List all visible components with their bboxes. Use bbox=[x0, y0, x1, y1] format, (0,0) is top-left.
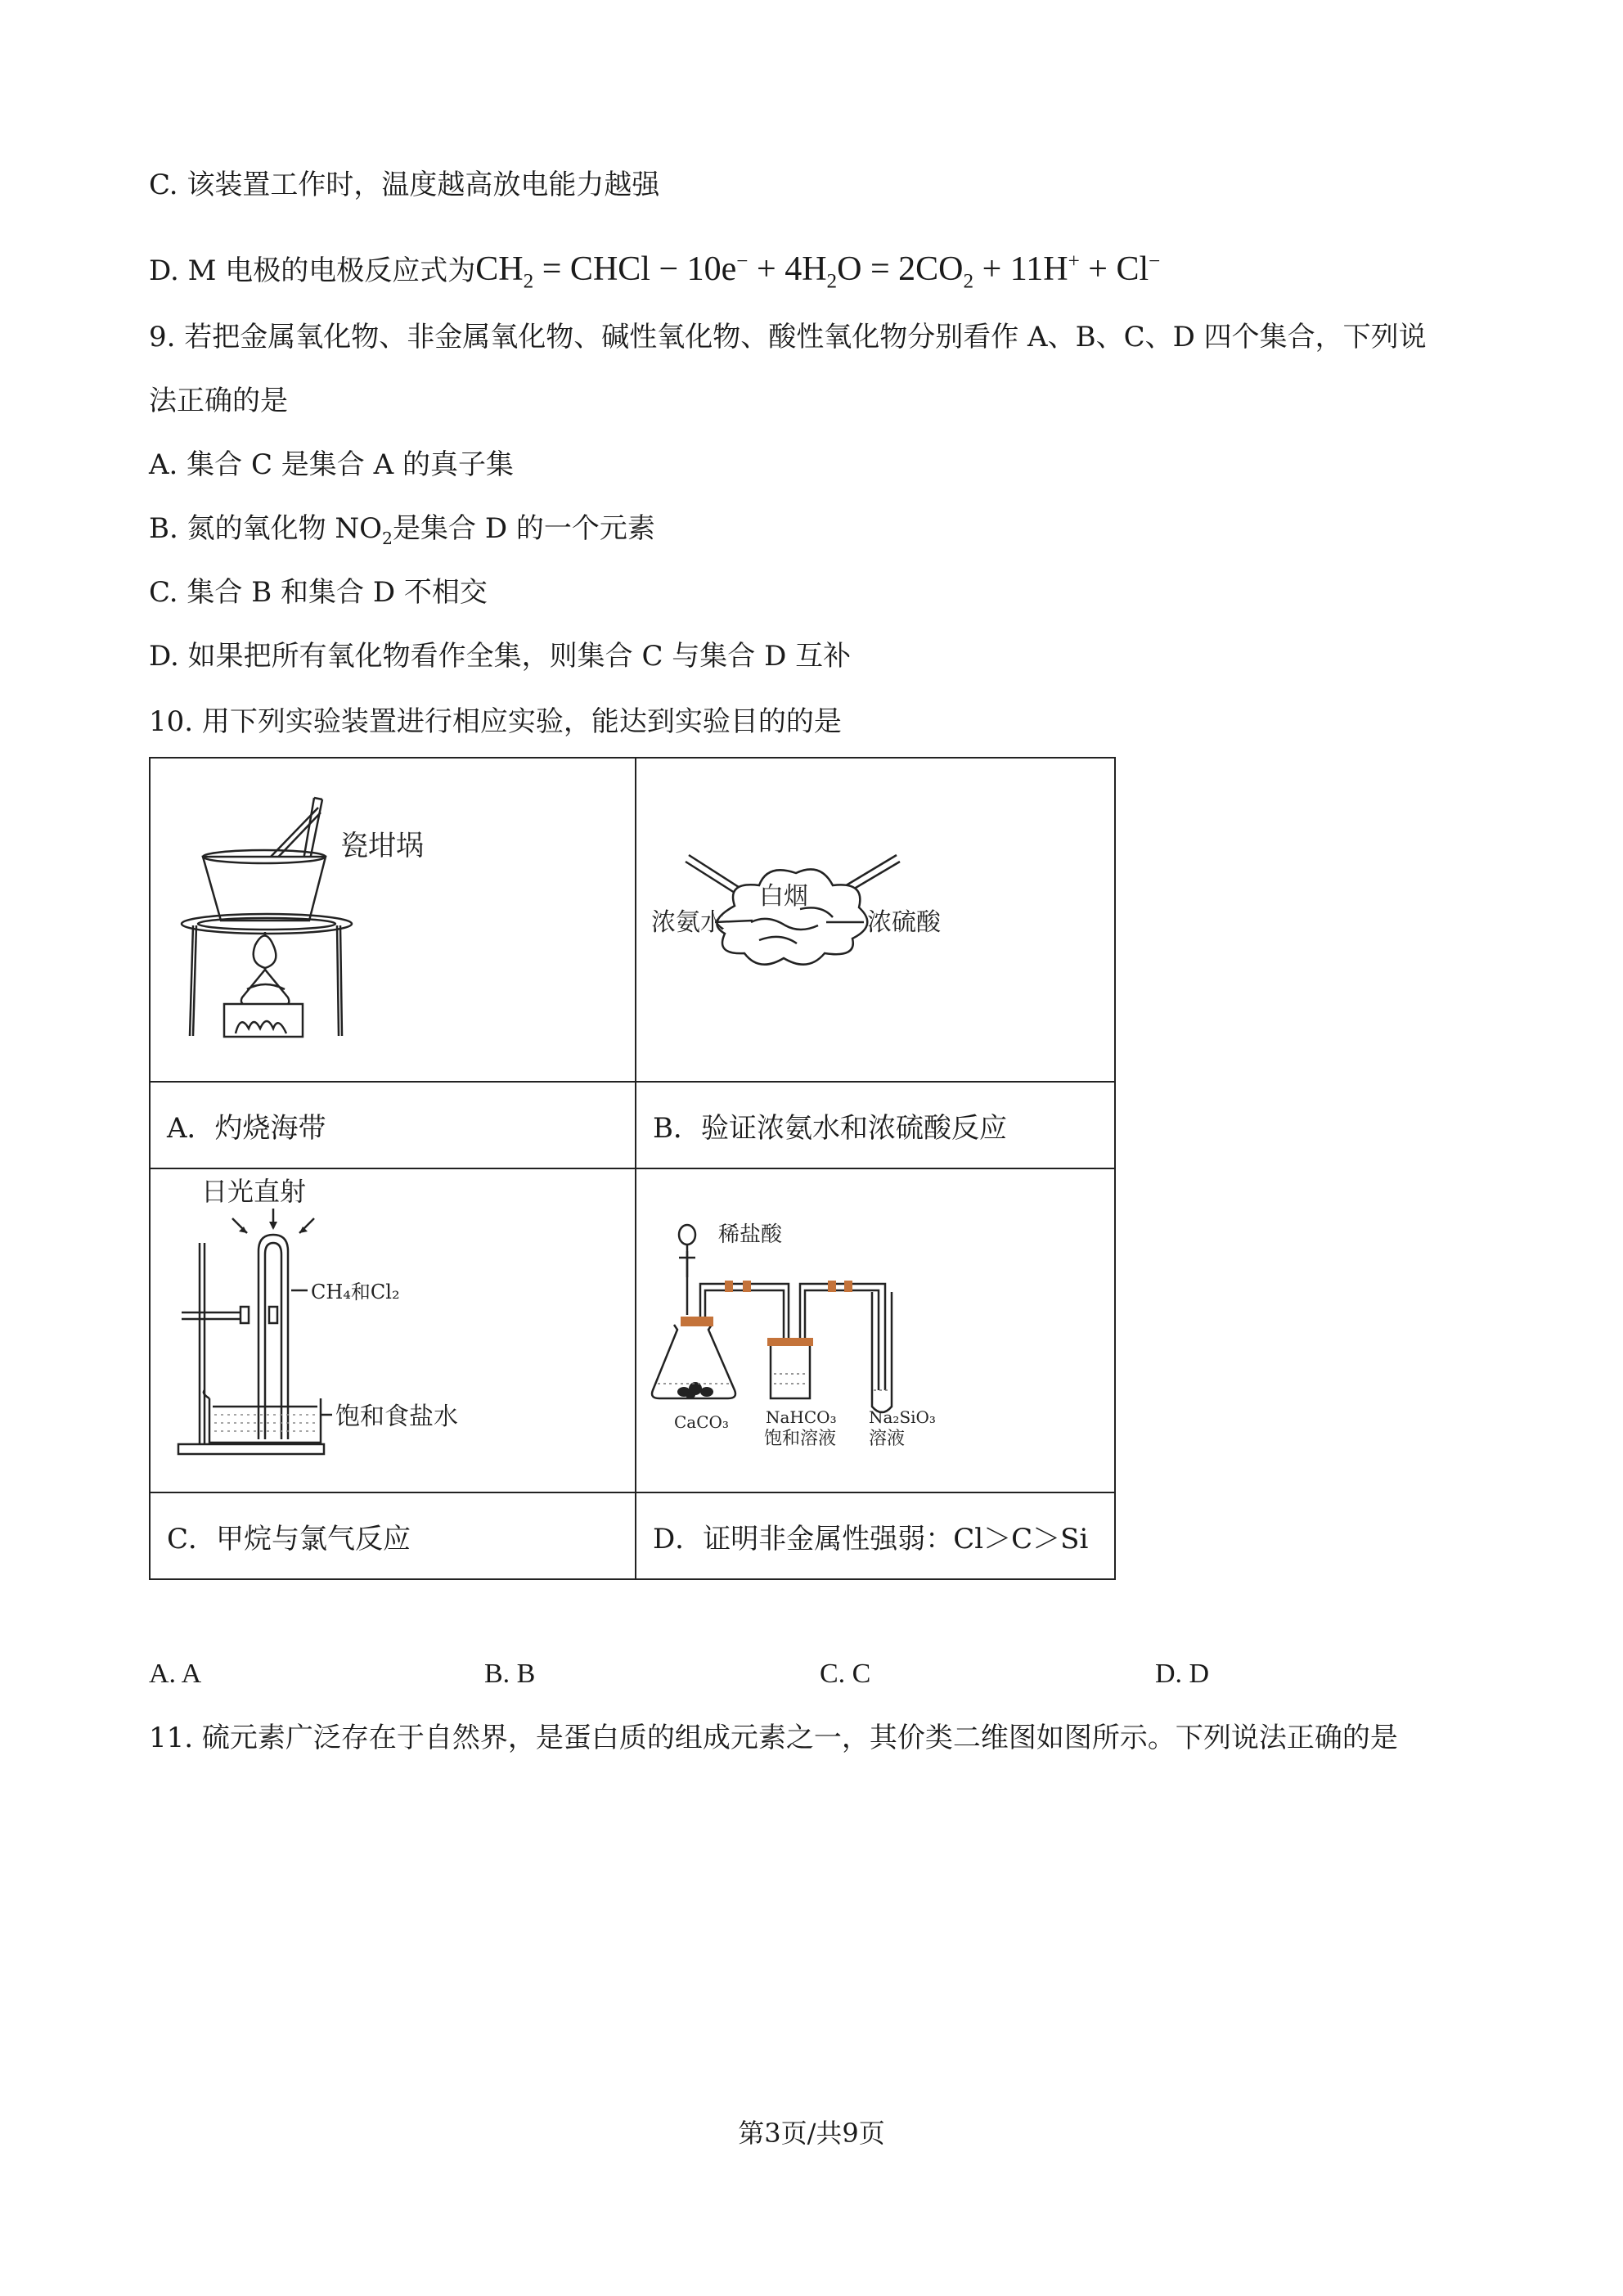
nahco3-label: NaHCO₃ bbox=[766, 1407, 837, 1427]
electrode-equation: $CH_2$ = CHCl − $10e^- + 4H_2O = 2CO_2 + 11H^+ + Cl^-$ bbox=[475, 250, 1161, 293]
crucible-label: 瓷坩埚 bbox=[340, 830, 424, 862]
option-c-q9: C. 集合 B 和集合 D 不相交 bbox=[149, 576, 488, 609]
option-b-post: 是集合 D 的一个元素 bbox=[393, 512, 655, 545]
answer-option-b: B. B bbox=[484, 1659, 536, 1689]
question-9-line2: 法正确的是 bbox=[149, 385, 288, 417]
nahco3-label-2: 饱和溶液 bbox=[764, 1429, 837, 1449]
caco3-label: CaCO₃ bbox=[674, 1412, 729, 1432]
ammonia-label: 浓氨水 bbox=[651, 908, 725, 937]
acidity-apparatus-diagram bbox=[636, 1169, 1116, 1492]
brine-label: 饱和食盐水 bbox=[335, 1402, 458, 1431]
na2sio3-label-2: 溶液 bbox=[869, 1429, 906, 1449]
answer-option-c: C. C bbox=[820, 1659, 871, 1689]
figure-b-cell bbox=[636, 758, 1115, 1082]
option-c-q8: C. 该装置工作时，温度越高放电能力越强 bbox=[149, 169, 660, 201]
experiment-table bbox=[149, 757, 1116, 1580]
option-a-q9: A. 集合 C 是集合 A 的真子集 bbox=[149, 448, 514, 481]
ammonia-acid-diagram bbox=[636, 759, 1116, 1081]
caption-a: A．灼烧海带 bbox=[150, 1082, 636, 1168]
question-10: 10. 用下列实验装置进行相应实验，能达到实验目的的是 bbox=[149, 705, 842, 738]
crucible-burner-diagram bbox=[151, 759, 636, 1081]
page-footer: 第3页/共9页 bbox=[738, 2118, 885, 2149]
question-11: 11. 硫元素广泛存在于自然界，是蛋白质的组成元素之一，其价类二维图如图所示。下列说法正确的是 bbox=[149, 1722, 1398, 1754]
figure-c-cell bbox=[150, 1168, 636, 1492]
methane-chlorine-diagram bbox=[151, 1169, 636, 1492]
figure-d-cell bbox=[636, 1168, 1115, 1492]
caption-d: D．证明非金属性强弱：Cl＞C＞Si bbox=[636, 1492, 1115, 1579]
answer-option-d: D. D bbox=[1155, 1659, 1210, 1689]
option-b-q9: B. 氮的氧化物 $NO_2$是集合 D 的一个元素 bbox=[149, 512, 655, 548]
caption-c: C．甲烷与氯气反应 bbox=[150, 1492, 636, 1579]
option-d-q9: D. 如果把所有氧化物看作全集，则集合 C 与集合 D 互补 bbox=[149, 640, 852, 673]
option-b-pre: B. 氮的氧化物 NO bbox=[149, 512, 383, 545]
smoke-label: 白烟 bbox=[759, 882, 808, 911]
question-9-line1: 9. 若把金属氧化物、非金属氧化物、碱性氧化物、酸性氧化物分别看作 A、B、C、D 四个集合，下列说 bbox=[149, 321, 1427, 353]
option-d-q8 bbox=[149, 242, 1160, 301]
caption-b: B．验证浓氨水和浓硫酸反应 bbox=[636, 1082, 1115, 1168]
sulfuric-acid-label: 浓硫酸 bbox=[867, 908, 941, 937]
option-d-prefix: D. M 电极的电极反应式为 bbox=[149, 254, 476, 287]
figure-a-cell bbox=[150, 758, 636, 1082]
answer-option-a: A. A bbox=[149, 1659, 202, 1689]
sunlight-label: 日光直射 bbox=[201, 1176, 307, 1207]
na2sio3-label: Na₂SiO₃ bbox=[869, 1407, 936, 1427]
gas-label: CH₄和Cl₂ bbox=[311, 1281, 400, 1303]
hcl-label: 稀盐酸 bbox=[718, 1222, 783, 1247]
